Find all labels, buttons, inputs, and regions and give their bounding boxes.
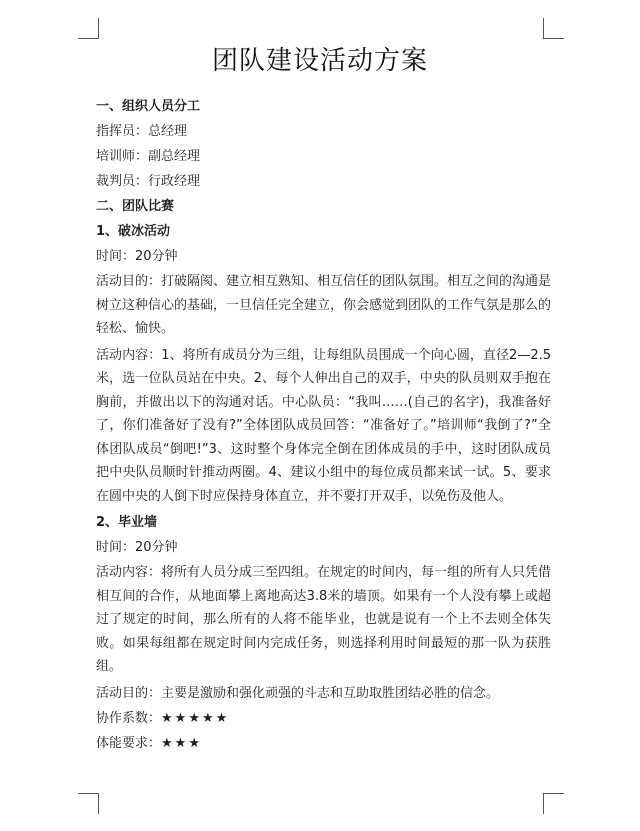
activity-content: 活动内容：1、将所有成员分为三组，让每组队员围成一个向心圆，直径2—2.5米，选一位队员站在中央。2、每个人伸出自己的双手，中央的队员则双手抱在胸前，并做出以下的沟通对话。中心队员：“我叫……(自己的名字)，我准备好了，你们准备好了没有?”全体团队成员回答：“准备好了。”培训师“我倒了?”全体团队成员“倒吧!”3、这时整个身体完全倒在团体成员的手中，这时团队成员把中央队员顺时针推动两圈。4、建议小组中的每位成员都来试一试。5、要求在圆中央的人倒下时应保持身体直立，并不要打开双手，以免伤及他人。: [96, 347, 551, 504]
section-heading-competition: 二、团队比赛: [96, 199, 175, 214]
star-rating-icon: ★★★★★: [161, 710, 230, 726]
activity-heading-icebreaker: 1、破冰活动: [96, 224, 171, 239]
activity-heading-graduation-wall: 2、毕业墙: [96, 515, 158, 530]
document-title: 团队建设活动方案: [211, 46, 428, 76]
activity-time: 时间：20分钟: [96, 540, 178, 555]
cooperation-label: 协作系数：: [96, 710, 162, 726]
section-heading-organization: 一、组织人员分工: [96, 99, 201, 114]
document-body: [96, 94, 551, 756]
staff-commander: 指挥员：总经理: [96, 124, 188, 139]
activity-goal: 活动目的：打破隔阂、建立相互熟知、相互信任的团队氛围。相互之间的沟通是树立这种信心的基础，一旦信任完全建立，你会感觉到团队的工作气氛是那么的轻松、愉快。: [96, 274, 552, 336]
staff-referee: 裁判员：行政经理: [96, 174, 201, 189]
fitness-rating: [96, 731, 551, 756]
crop-mark-bottom-right: [543, 793, 564, 814]
activity-goal: 活动目的：主要是激励和强化顽强的斗志和互助取胜团结必胜的信念。: [96, 685, 500, 701]
star-rating-icon: ★★★: [161, 735, 202, 751]
fitness-label: 体能要求：: [96, 735, 162, 751]
crop-mark-bottom-left: [78, 793, 99, 814]
activity-content: 活动内容：将所有人员分成三至四组。在规定的时间内，每一组的所有人只凭借相互间的合作，从地面攀上离地高达3.8米的墙顶。如果有一个人没有攀上或超过了规定的时间，那么所有的人将不能毕业，也就是说有一个上不去则全体失败。如果每组都在规定时间内完成任务，则选择利用时间最短的那一队为获胜组。: [96, 565, 552, 674]
activity-time: 时间：20分钟: [96, 249, 178, 264]
crop-mark-top-right: [543, 18, 564, 39]
cooperation-rating: [96, 706, 551, 731]
crop-mark-top-left: [78, 18, 99, 39]
staff-trainer: 培训师：副总经理: [96, 149, 201, 164]
